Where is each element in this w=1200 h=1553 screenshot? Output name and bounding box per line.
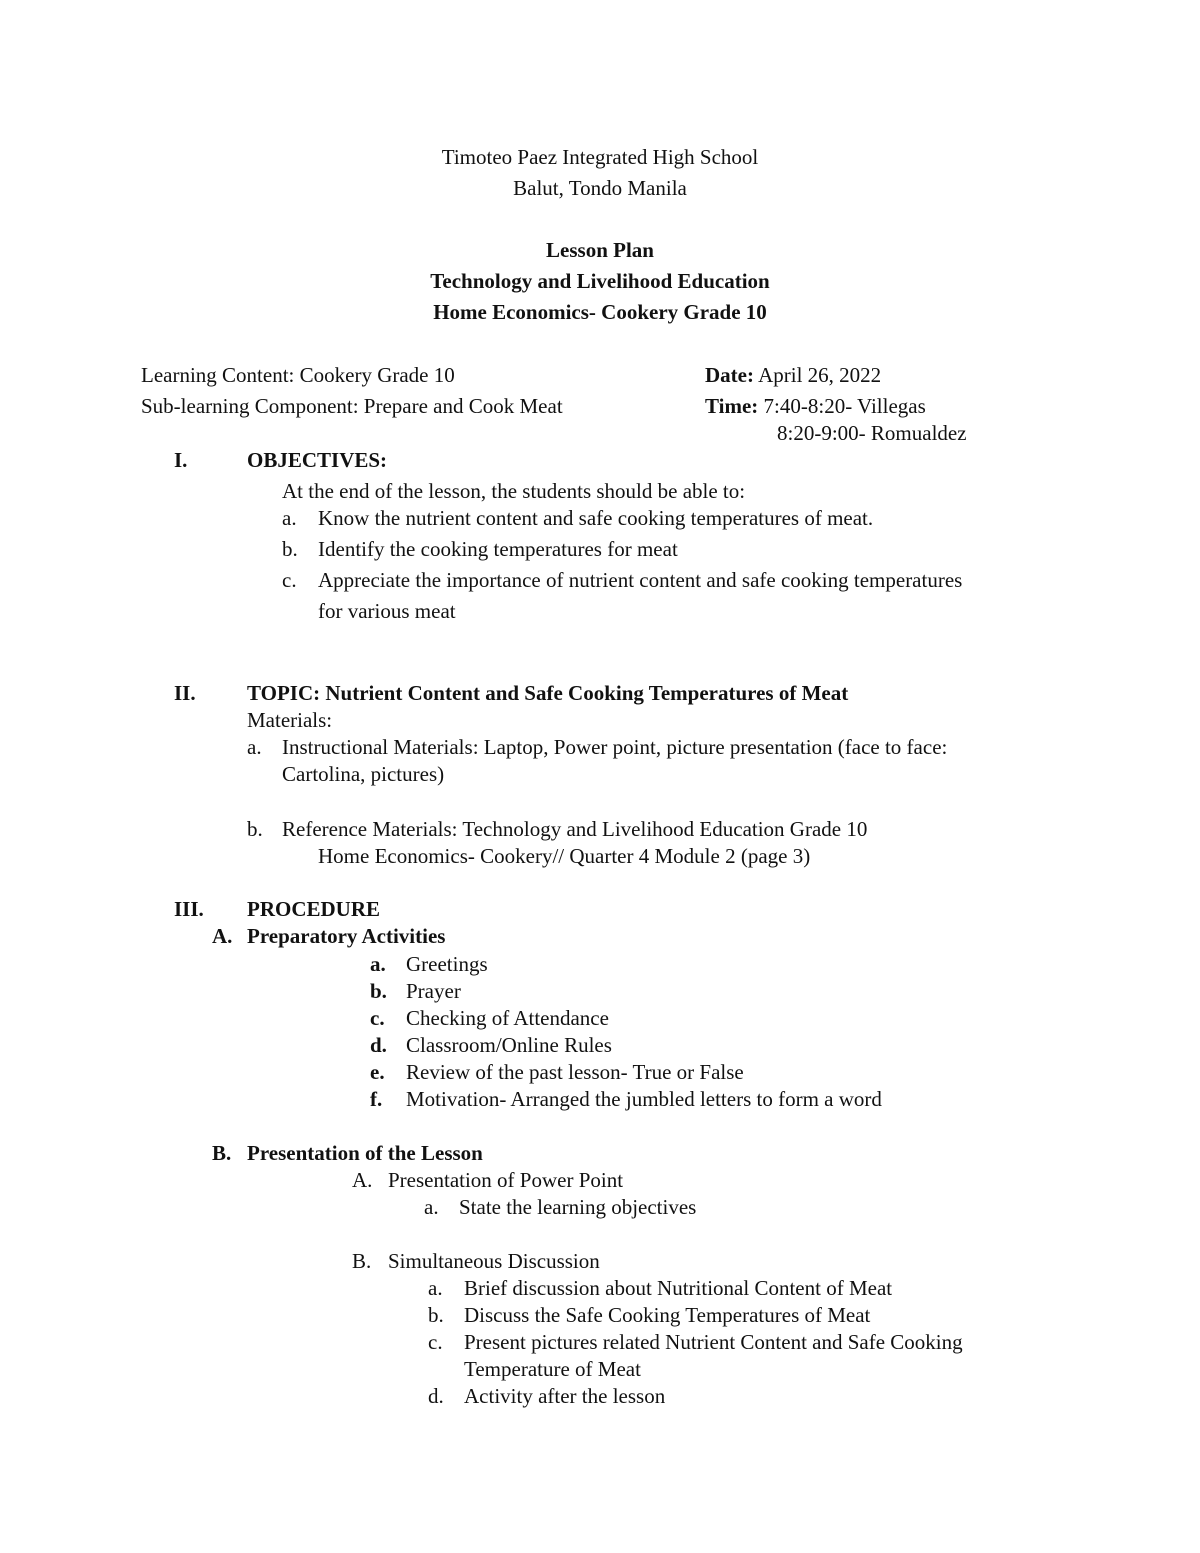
time-line xyxy=(705,396,926,417)
objectives-heading: OBJECTIVES: xyxy=(247,448,388,472)
objective-marker: c. xyxy=(282,568,297,592)
objective-item: Identify the cooking temperatures for meat xyxy=(318,537,678,561)
sub-section-heading: Presentation of Power Point xyxy=(388,1168,624,1192)
time-value-1: 7:40-8:20- Villegas xyxy=(758,394,926,418)
date-label: Date: xyxy=(705,363,754,387)
activity-marker: a. xyxy=(370,952,386,976)
school-address: Balut, Tondo Manila xyxy=(513,176,687,200)
sub-item: Present pictures related Nutrient Content and Safe Cooking xyxy=(464,1330,963,1354)
activity-item: Greetings xyxy=(406,952,488,976)
objective-marker: a. xyxy=(282,506,297,530)
topic-numeral: II. xyxy=(174,681,196,705)
sub-section-marker: B. xyxy=(352,1249,372,1273)
sub-item-marker: d. xyxy=(428,1384,444,1408)
activity-item: Prayer xyxy=(406,979,461,1003)
sub-item-marker: a. xyxy=(428,1276,443,1300)
materials-marker-b: b. xyxy=(247,817,263,841)
time-value-2: 8:20-9:00- Romualdez xyxy=(777,421,967,445)
presentation-marker: B. xyxy=(212,1141,232,1165)
date-line xyxy=(705,365,881,386)
activity-item: Classroom/Online Rules xyxy=(406,1033,612,1057)
objective-marker: b. xyxy=(282,537,298,561)
sub-learning-component: Sub-learning Component: Prepare and Cook Meat xyxy=(141,394,563,418)
sub-section-marker: A. xyxy=(352,1168,373,1192)
objectives-numeral: I. xyxy=(174,448,188,472)
activity-marker: e. xyxy=(370,1060,385,1084)
preparatory-heading: Preparatory Activities xyxy=(247,924,446,948)
title-subject: Technology and Livelihood Education xyxy=(430,269,770,293)
sub-item: Discuss the Safe Cooking Temperatures of Meat xyxy=(464,1303,871,1327)
sub-item: Brief discussion about Nutritional Content of Meat xyxy=(464,1276,893,1300)
presentation-heading: Presentation of the Lesson xyxy=(247,1141,483,1165)
school-name: Timoteo Paez Integrated High School xyxy=(441,145,759,169)
sub-item-marker: c. xyxy=(428,1330,443,1354)
objective-item: Appreciate the importance of nutrient content and safe cooking temperatures xyxy=(318,568,963,592)
sub-item: Activity after the lesson xyxy=(464,1384,666,1408)
title-lesson-plan: Lesson Plan xyxy=(546,238,654,262)
sub-section-heading: Simultaneous Discussion xyxy=(388,1249,600,1273)
activity-marker: c. xyxy=(370,1006,385,1030)
reference-materials-continued: Home Economics- Cookery// Quarter 4 Module 2 (page 3) xyxy=(318,844,811,868)
date-value: April 26, 2022 xyxy=(753,363,882,387)
activity-marker: b. xyxy=(370,979,387,1003)
instructional-materials: Instructional Materials: Laptop, Power point, picture presentation (face to face: xyxy=(282,735,948,759)
procedure-heading: PROCEDURE xyxy=(247,897,381,921)
activity-marker: d. xyxy=(370,1033,387,1057)
sub-item: State the learning objectives xyxy=(459,1195,697,1219)
sub-item-marker: a. xyxy=(424,1195,439,1219)
activity-item: Review of the past lesson- True or False xyxy=(406,1060,744,1084)
materials-label: Materials: xyxy=(247,708,333,732)
procedure-numeral: III. xyxy=(174,897,204,921)
title-course: Home Economics- Cookery Grade 10 xyxy=(433,300,767,324)
learning-content: Learning Content: Cookery Grade 10 xyxy=(141,363,455,387)
sub-item-continued: Temperature of Meat xyxy=(464,1357,641,1381)
activity-item: Motivation- Arranged the jumbled letters to form a word xyxy=(406,1087,882,1111)
sub-item-marker: b. xyxy=(428,1303,444,1327)
objective-item-continued: for various meat xyxy=(318,599,456,623)
activity-marker: f. xyxy=(370,1087,383,1111)
objective-item: Know the nutrient content and safe cooking temperatures of meat. xyxy=(318,506,874,530)
topic-heading: TOPIC: Nutrient Content and Safe Cooking Temperatures of Meat xyxy=(247,681,849,705)
activity-item: Checking of Attendance xyxy=(406,1006,609,1030)
time-label: Time: xyxy=(705,394,759,418)
objectives-intro: At the end of the lesson, the students should be able to: xyxy=(282,479,746,503)
preparatory-marker: A. xyxy=(212,924,233,948)
materials-marker-a: a. xyxy=(247,735,262,759)
reference-materials: Reference Materials: Technology and Livelihood Education Grade 10 xyxy=(282,817,868,841)
instructional-materials-continued: Cartolina, pictures) xyxy=(282,762,445,786)
